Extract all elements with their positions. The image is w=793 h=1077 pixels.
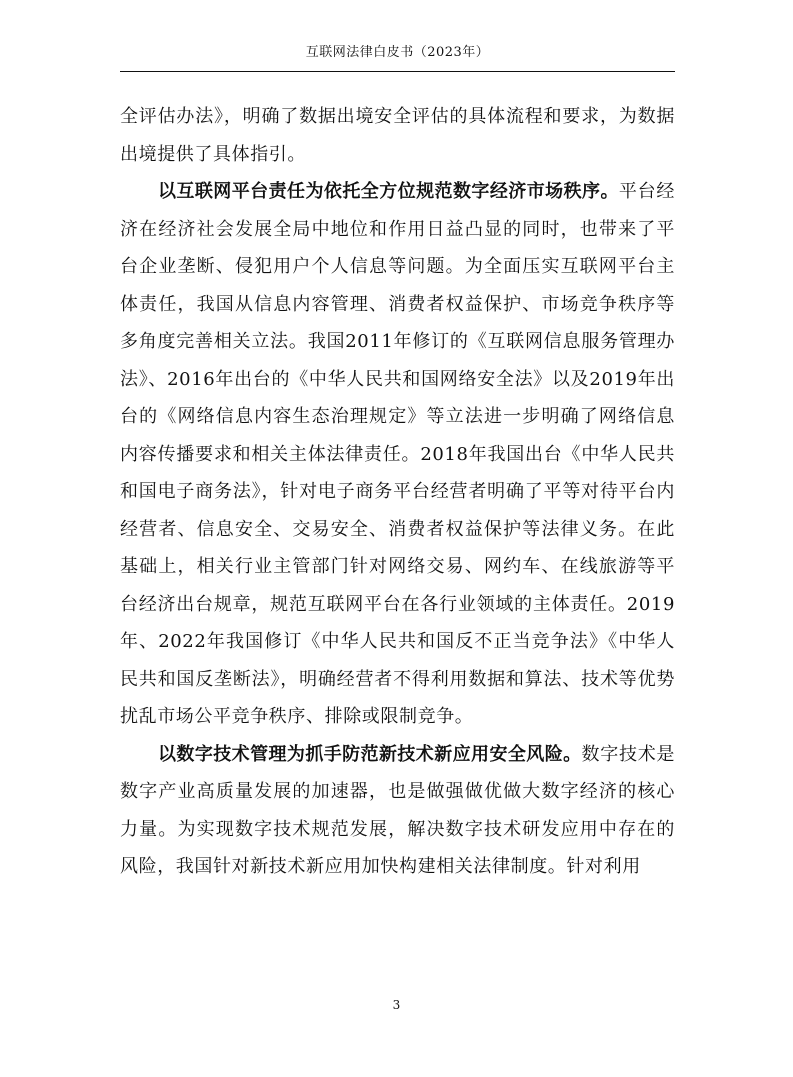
paragraph-lead-heading: 以数字技术管理为抓手防范新技术新应用安全风险。 [158,743,582,765]
paragraph-lead-heading: 以互联网平台责任为依托全方位规范数字经济市场秩序。 [158,181,619,202]
paragraph-continuation [120,98,675,173]
page-header-title: 互联网法律白皮书（2023年） [305,45,490,60]
header-divider [120,71,675,72]
page-number: 3 [392,998,401,1012]
paragraph-text: 数字技术是数字产业高质量发展的加速器，也是做强做优做大数字经济的核心力量。为实现数字技术规范发展，解决数字技术研发应用中存在的风险，我国针对新技术新应用加快构建相关法律制度。针对利用 [120,743,676,877]
paragraph-text: 平台经济在经济社会发展全局中地位和作用日益凸显的同时，也带来了平台企业垄断、侵犯用户个人信息等问题。为全面压实互联网平台主体责任，我国从信息内容管理、消费者权益保护、市场竞争秩序等多角度完善相关立法。我国2011年修订的《互联网信息服务管理办法》、2016年出台的《中华人民共和国网络安全法》以及2019年出台的《网络信息内容生态治理规定》等立法进一步明确了网络信息内容传播要求和相关主体法律责任。2018年我国出台《中华人民共和国电子商务法》，针对电子商务平台经营者明确了平等对待平台内经营者、信息安全、交易安全、消费者权益保护等法律义务。在此基础上，相关行业主管部门针对网络交易、网约车、在线旅游等平台经济出台规章，规范互联网平台在各行业领域的主体责任。2019年、2022年我国修订《中华人民共和国反不正当竞争法》《中华人民共和国反垄断法》，明确经营者不得利用数据和算法、技术等优势扰乱市场公平竞争秩序、排除或限制竞争。 [120,181,675,727]
paragraph-digital-technology [120,736,675,886]
body-text [120,98,675,886]
paragraph-text: 全评估办法》，明确了数据出境安全评估的具体流程和要求，为数据出境提供了具体指引。 [120,106,675,165]
paragraph-platform-responsibility [120,173,675,736]
